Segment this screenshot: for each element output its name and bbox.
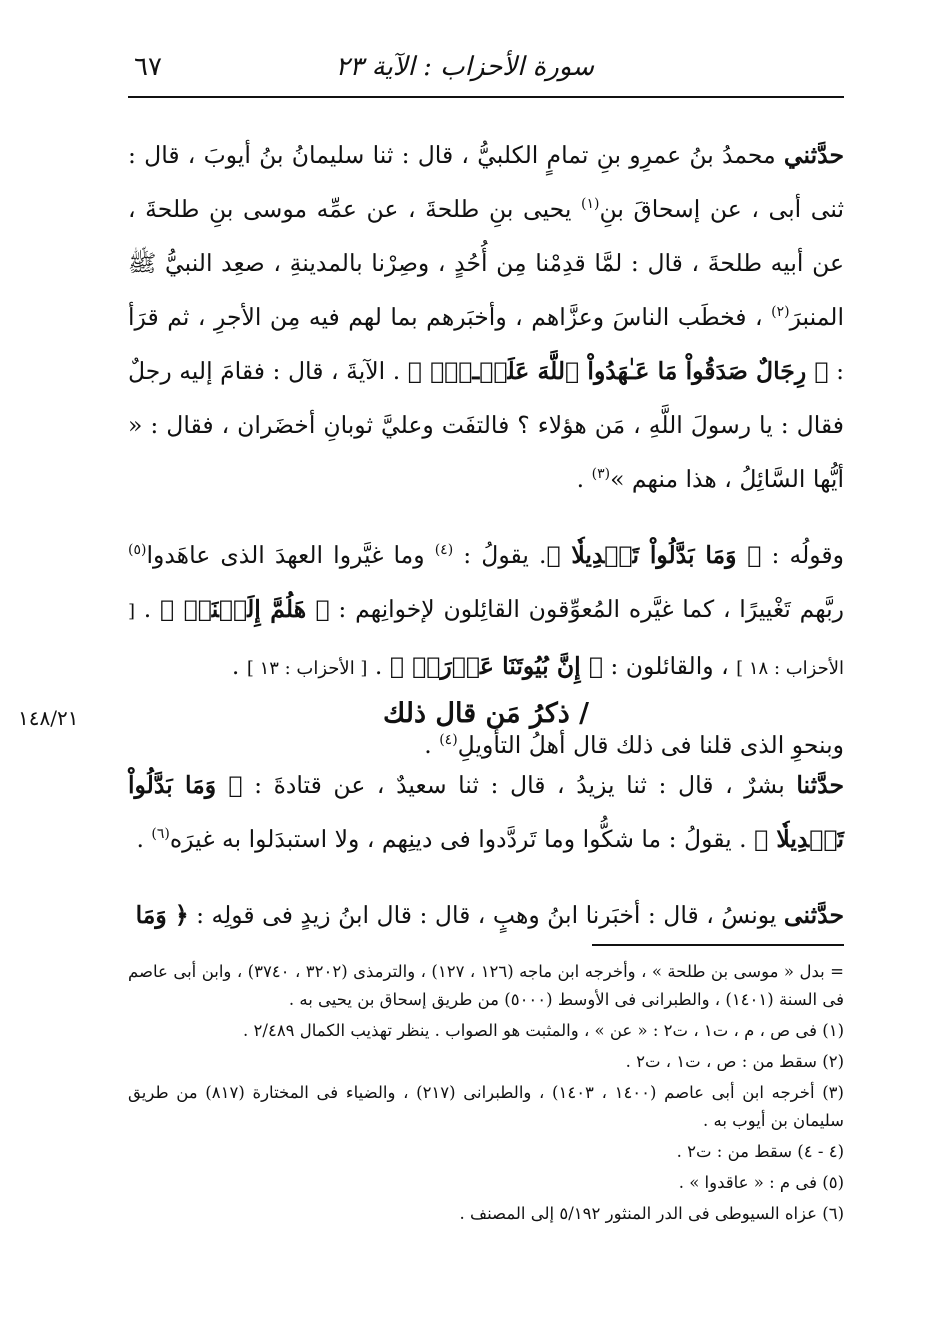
quran-verse: ﴿ إِنَّ بُيُوتَنَا عَوۡرَةٞ ﴾ [389, 652, 603, 680]
paragraph-text: . [367, 652, 390, 680]
footnote-rule [592, 944, 844, 946]
paragraph-text: . [135, 595, 161, 623]
paragraph-text: . [136, 825, 152, 853]
paragraph-text: بشرٌ ، قال : ثنا يزيدُ ، قال : ثنا سعيدٌ ، عن قتادةَ : [242, 771, 797, 799]
quran-verse: ﴿ هَلُمَّ إِلَيۡنَاۖ ﴾ [160, 595, 330, 623]
margin-reference: ١٤٨/٢١ [18, 706, 79, 730]
paragraph-lead: حدَّثنى [783, 901, 844, 929]
main-text-continued [128, 758, 844, 942]
footnote: (٤ - ٤) سقط من : ت٢ . [676, 1142, 844, 1161]
footnote: = بدل « موسى بن طلحة » ، وأخرجه ابن ماجه (١٢٦ ، ١٢٧) ، والترمذى (٣٢٠٢ ، ٣٧٤٠) ، وابن أبى عاصم فى السنة (١٤٠١) ، والطبرانى فى الأوسط (٥٠٠٠) من طريق إسحاق بن يحيى به . [128, 962, 844, 1009]
paragraph-1 [128, 128, 844, 506]
footnote-marker: (١) [580, 196, 600, 213]
header-rule [128, 96, 844, 98]
section-heading: / ذكرُ مَن قال ذلك [382, 698, 589, 729]
footnote: (١) فى ص ، م ، ت١ ، ت٢ : « عن » ، والمثبت هو الصواب . ينظر تهذيب الكمال ٢/٤٨٩ . [243, 1021, 844, 1040]
footnote-marker: (٥) [128, 542, 147, 559]
paragraph-text: . [576, 465, 592, 493]
page-number: ٦٧ [134, 52, 162, 82]
paragraph-text: ، فخطَب الناسَ وعزَّاهم ، وأخبَرهم بما لهم فيه مِن الأجرِ ، ثم قرَأ : [128, 303, 844, 385]
paragraph-lead: حدَّثني [783, 141, 844, 169]
paragraph-5 [128, 888, 844, 942]
verse-reference: [ الأحزاب : ١٣ ] [246, 658, 368, 679]
footnote: (٣) أخرجه ابن أبى عاصم (١٤٠٠ ، ١٤٠٣) ، والطبرانى (٢١٧) ، والضياء فى المختارة (٨١٧) من طريق سليمان بن أيوب به . [128, 1083, 844, 1130]
footnote-marker: (٤) [434, 542, 454, 559]
paragraph-text: وقولُه : [761, 541, 845, 569]
footnotes [128, 958, 844, 1228]
paragraph-text: يونسُ ، قال : أخبَرنا ابنُ وهبٍ ، قال : قال ابنُ زيدٍ فى قولِه : [188, 901, 784, 929]
header-title: سورة الأحزاب : الآية ٢٣ [335, 52, 594, 82]
paragraph-text: . [424, 731, 440, 759]
paragraph-text: يحيى بنِ طلحةَ ، عن عمِّه موسى بنِ طلحةَ ، عن أبيه طلحةَ ، قال : لمَّا قدِمْنا مِن أُحُدٍ ، وصِرْنا بالمدينةِ ، صعِد النبيُّ ﷺ المنبرَ [128, 195, 844, 331]
quran-verse: ﴿ وَمَا [135, 901, 189, 929]
footnote: (٢) سقط من : ص ، ت١ ، ت٢ . [625, 1052, 844, 1071]
paragraph-2 [128, 528, 844, 696]
footnote-marker: (٦) [151, 826, 170, 843]
quran-verse: ﴿ وَمَا بَدَّلُواْ تَبۡدِيلٗا ﴾ [128, 771, 844, 853]
footnote-marker: (٤) [439, 732, 458, 749]
paragraph-text: . [231, 652, 247, 680]
paragraph-text: . الآيةَ ، قال : فقامَ إليه رجلٌ فقال : يا رسولَ اللَّهِ ، مَن هؤلاء ؟ فالتفَت وعليَّ ثوبانِ أخضَران ، فقال : « أيُّها السَّائِلُ ، هذا منهم » [128, 357, 844, 493]
quran-verse: ﴿ رِجَالٌ صَدَقُواْ مَا عَـٰهَدُواْ ٱللَّهَ عَلَيۡـهِۖ ﴾ [407, 357, 829, 385]
paragraph-4 [128, 758, 844, 866]
footnote: (٦) عزاه السيوطى فى الدر المنثور ٥/١٩٢ إلى المصنف . [459, 1204, 844, 1223]
main-text [128, 128, 844, 772]
paragraph-text: ربَّهم تَغْييرًا ، كما غيَّره المُعوِّقون القائِلون لإخوانِهم : [329, 595, 844, 623]
paragraph-text: وما غيَّروا العهدَ الذى عاهَدوا [146, 541, 435, 569]
paragraph-text: وبنحوِ الذى قلنا فى ذلك قال أهلُ التأويلِ [457, 731, 844, 759]
paragraph-text: . يقولُ : [453, 541, 547, 569]
quran-verse: ﴿ وَمَا بَدَّلُواْ تَبۡدِيلٗا ﴾ [546, 541, 762, 569]
verse-reference: [ الأحزاب : ١٨ ] [128, 601, 844, 679]
footnote: (٥) فى م : « عاقدوا » . [678, 1173, 844, 1192]
footnote-marker: (٣) [591, 466, 611, 483]
footnote-marker: (٢) [771, 304, 790, 321]
running-header [128, 44, 844, 94]
paragraph-text: . يقولُ : ما شكُّوا وما تَردَّدوا فى دينِهم ، ولا استبدَلوا به غيرَه [169, 825, 755, 853]
paragraph-text: محمدُ بنُ عمرِو بنِ تمامٍ الكلبيُّ ، قال : ثنا سليمانُ بنُ أيوبَ ، قال : ثنى أبى ، عن إسحاقَ بنِ [128, 141, 845, 223]
paragraph-text: ، والقائلون : [602, 652, 737, 680]
paragraph-lead: حدَّثنا [796, 771, 844, 799]
